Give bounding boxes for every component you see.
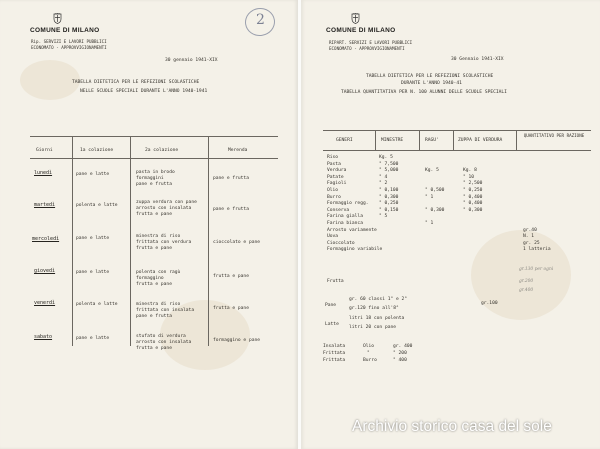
condiment-qty: gr. 400 (393, 344, 413, 349)
dept-line: ECONOMATO - APPROVVIGIONAMENTI (31, 45, 107, 50)
item-name: Burro (327, 194, 341, 200)
second-meal-line: arrosto con insalata (136, 206, 192, 211)
column-header: GENERI (336, 138, 353, 143)
table-subtitle: NELLE SCUOLE SPECIALI DURANTE L'ANNO 1940-1941 (80, 89, 208, 94)
snack: formaggino e pane (213, 338, 261, 343)
item-quantity: " 0,150 (379, 207, 399, 213)
item-quantity: " 0,300 (379, 194, 399, 200)
condiment-item: Olio (363, 344, 375, 349)
item-quantity: Kg. 8 (463, 168, 477, 174)
document-date: 30 gennaio 1941-XIX (165, 58, 218, 63)
second-meal-line: frutta e pane (136, 212, 172, 217)
condiment-qty: " 400 (393, 358, 407, 363)
item-quantity: " 0,300 (463, 207, 483, 213)
header-comune: COMUNE DI MILANO (326, 27, 396, 34)
item-quantity: " 0,500 (425, 188, 445, 193)
table-rule (30, 136, 278, 137)
snack: pane e frutta (213, 207, 249, 212)
condiment-item: Burro (363, 358, 377, 363)
item-quantity: Kg. 5 (425, 168, 439, 174)
table-rule (323, 130, 591, 131)
snack: pane e frutta (213, 176, 249, 181)
extra-value: litri 18 con polenta (349, 316, 405, 321)
first-meal: polenta e latte (76, 203, 118, 208)
item-quantity: N. 1 (523, 234, 535, 240)
item-name: Fagioli (327, 181, 347, 187)
second-meal-line: minestra di riso (136, 302, 181, 307)
second-meal-line: pane e frutta (136, 314, 172, 319)
header-comune: COMUNE DI MILANO (30, 27, 100, 34)
item-quantity: " 2 (379, 181, 388, 187)
second-meal-line: arrosto con insalata (136, 340, 192, 345)
item-quantity: " 0,300 (425, 207, 445, 213)
city-emblem-icon (351, 13, 360, 24)
extra-label: Latte (325, 322, 339, 327)
city-emblem-icon (53, 13, 62, 24)
item-name: Verdura (327, 168, 347, 174)
extra-value: litri 20 con pane (349, 325, 397, 330)
item-quantity: " 10 (463, 174, 475, 180)
table-rule (323, 150, 591, 151)
column-header: Giorni (36, 148, 53, 153)
item-name: Arrosto variamente (327, 227, 377, 233)
archive-watermark: Archivio storico casa del sole (352, 418, 552, 435)
document-date: 30 Gennaio 1941-XIX (451, 57, 504, 62)
column-rule (419, 130, 420, 150)
item-quantity: " 1 (425, 221, 434, 226)
table-rule (30, 158, 278, 159)
day-name: lunedì (34, 170, 53, 176)
item-quantity: " 7,500 (379, 161, 399, 167)
extra-ration: gr.100 (481, 301, 498, 306)
second-meal-line: frutta e pane (136, 346, 172, 351)
handwritten-number: 2 (256, 12, 265, 28)
day-name: mercoledì (32, 236, 60, 242)
second-meal-line: formaggini (136, 176, 164, 181)
first-meal: pane e latte (76, 172, 110, 177)
item-name: Uova (327, 234, 339, 240)
item-quantity: " 0,400 (463, 201, 483, 207)
extra-label: Pane (325, 303, 337, 308)
pencil-note: gr.400 (519, 288, 534, 293)
column-rule (453, 130, 454, 150)
first-meal: polenta e latte (76, 302, 118, 307)
table-title: TABELLA DIETETICA PER LE REFEZIONI SCOLASTICHE (72, 80, 200, 85)
first-meal: pane e latte (76, 270, 110, 275)
second-meal-line: zuppa verdura con pane (136, 200, 197, 205)
item-quantity: gr.40 (523, 227, 537, 233)
extra-value: gr.120 fino all'8° (349, 306, 399, 311)
condiment-label: Frittata (323, 358, 346, 363)
column-header: RAGU' (425, 138, 439, 143)
second-meal-line: frittata con verdura (136, 240, 192, 245)
pencil-note: gr.130 per ogni (519, 267, 554, 272)
item-quantity: Kg. 5 (379, 155, 393, 160)
second-meal-line: frutta e pane (136, 246, 172, 251)
column-rule (130, 136, 131, 346)
table-title: TABELLA DIETETICA PER LE REFEZIONI SCOLASTICHE (366, 74, 494, 79)
condiment-label: Frittata (323, 351, 346, 356)
item-quantity: " 2,500 (463, 181, 483, 187)
item-name: Pasta (327, 161, 341, 167)
item-quantity: gr. 25 (523, 240, 540, 246)
second-meal-line: stufato di verdura (136, 334, 186, 339)
right-document-page (301, 0, 600, 449)
item-quantity: 1 latteria (523, 247, 551, 253)
item-quantity: " 5,000 (379, 168, 399, 174)
item-name: Formaggio regg. (327, 201, 369, 207)
item-name: Farina gialla (327, 214, 363, 220)
item-quantity: " 4 (379, 174, 388, 180)
snack: frutta e pane (213, 274, 249, 279)
dept-line: RIPART. SERVIZI E LAVORI PUBBLICI (329, 40, 413, 45)
item-quantity: " 0,250 (463, 188, 483, 193)
second-meal-line: formaggino (136, 276, 164, 281)
snack: cioccolato e pane (213, 240, 261, 245)
second-meal-line: frittata con insalata (136, 308, 195, 313)
item-name: Patate (327, 174, 344, 180)
left-document-page (0, 0, 298, 449)
column-header: Merenda (228, 148, 248, 153)
column-header: ZUPPA DI VERDURA (458, 138, 503, 143)
condiment-qty: " 200 (393, 351, 407, 356)
day-name: giovedì (34, 268, 56, 274)
item-name: Riso (327, 155, 339, 160)
column-header: QUANTITATIVO PER RAZIONE (523, 133, 585, 138)
item-quantity: " 0,100 (379, 188, 399, 193)
pencil-note: gr.200 (519, 279, 534, 284)
day-name: martedì (34, 202, 56, 208)
condiment-label: Insalata (323, 344, 346, 349)
second-meal-line: polenta con ragù (136, 270, 181, 275)
column-rule (208, 136, 209, 346)
item-name: Farina bianca (327, 221, 363, 226)
item-quantity: " 5 (379, 214, 388, 220)
snack: frutta e pane (213, 306, 249, 311)
item-name: Conserva (327, 207, 350, 213)
day-name: sabato (34, 334, 53, 340)
dept-line: Rip. SERVIZI E LAVORI PUBBLICI (31, 39, 107, 44)
dept-line: ECONOMATO - APPROVVIGIONAMENTI (329, 46, 405, 51)
item-name: Formaggino variabile (327, 247, 383, 253)
item-name: Cioccolato (327, 240, 355, 246)
second-meal-line: minestra di riso (136, 234, 181, 239)
day-name: venerdì (34, 300, 56, 306)
item-quantity: " 0,400 (463, 194, 483, 200)
first-meal: pane e latte (76, 336, 110, 341)
item-quantity: " 0,250 (379, 201, 399, 207)
extra-value: gr. 60 classi 1° e 2° (349, 297, 408, 302)
table-subtitle: DURANTE L'ANNO 1940-41 (401, 81, 462, 86)
column-header: MINESTRE (381, 138, 404, 143)
extra-label: Frutta (327, 279, 344, 284)
table-subtitle: TABELLA QUANTITATIVA PER N. 100 ALUNNI DELLE SCUOLE SPECIALI (341, 90, 507, 95)
column-header: 2a colazione (145, 148, 179, 153)
column-rule (516, 130, 517, 150)
item-quantity: " 1 (425, 194, 434, 200)
item-name: Olio (327, 188, 339, 193)
first-meal: pane e latte (76, 236, 110, 241)
column-rule (375, 130, 376, 150)
second-meal-line: pane e frutta (136, 182, 172, 187)
second-meal-line: frutta e pane (136, 282, 172, 287)
column-rule (72, 136, 73, 346)
column-header: 1a colazione (80, 148, 114, 153)
second-meal-line: pasta in brodo (136, 170, 175, 175)
condiment-item: " (367, 351, 370, 356)
